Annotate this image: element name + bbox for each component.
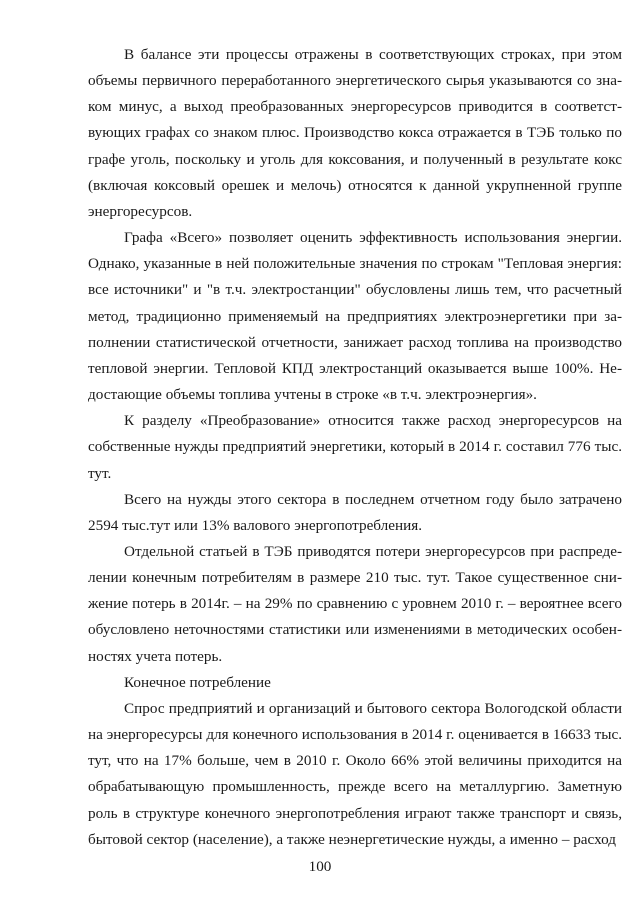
page-number: 100 (308, 858, 332, 875)
section-heading-final-consumption: Конечное потребление (124, 673, 271, 691)
paragraph-transformation-section: К разделу «Преобразование» относится также расход энергоресурсов на собственные нужды предприятий энергетики, который в 2014 г. составил 776 тыс. тут. (88, 412, 622, 482)
paragraph-balance-processes: В балансе эти процессы отражены в соответствующих строках, при этом объемы первичного переработанного энергетического сырья указываются со знаком минус, а выход преобразованных энергоресурсов приводится в соответствующих графах со знаком плюс. Производство кокса отражается в ТЭБ только по графе уголь, поскольку и уголь для коксования, и полученный в результате кокс (включая коксовый орешек и мелочь) относятся к данной укрупненной группе энергоресурсов. (88, 46, 622, 220)
paragraph-final-demand: Спрос предприятий и организаций и бытового сектора Вологодской области на энергоресурсы для конечного использования в 2014 г. оценивается в 16633 тыс. тут, что на 17% больше, чем в 2010 г. Около 66% этой величины приходится на обрабатывающую промышленность, прежде всего на металлургию. Заметную роль в структуре конечного энергопотребления играют также транспорт и связь, бытовой сектор (население), а также неэнергетические нужды, а именно – расход (88, 699, 622, 848)
paragraph-total-column: Графа «Всего» позволяет оценить эффективность использования энергии. Однако, указанные в ней положительные значения по строкам "Тепловая энергия: все источники" и "в т.ч. электростанции" обусловлены лишь тем, что расчетный метод, традиционно применяемый на предприятиях электроэнергетики при заполнении статистической отчетности, занижает расход топлива на производство тепловой энергии. Тепловой КПД электростанций оказывается выше 100%. Недостающие объемы топлива учтены в строке «в т.ч. электроэнергия». (88, 229, 622, 404)
paragraph-energy-losses: Отдельной статьей в ТЭБ приводятся потери энергоресурсов при распределении конечным потребителям в размере 210 тыс. тут. Такое существенное снижение потерь в 2014г. – на 29% по сравнению с уровнем 2010 г. – вероятнее всего обусловлено неточностями статистики или изменениями в методических особенностях учета потерь. (88, 542, 622, 665)
body-text (88, 42, 622, 853)
paragraph-sector-needs: Всего на нужды этого сектора в последнем отчетном году было затрачено 2594 тыс.тут или 13% валового энергопотребления. (88, 490, 622, 534)
